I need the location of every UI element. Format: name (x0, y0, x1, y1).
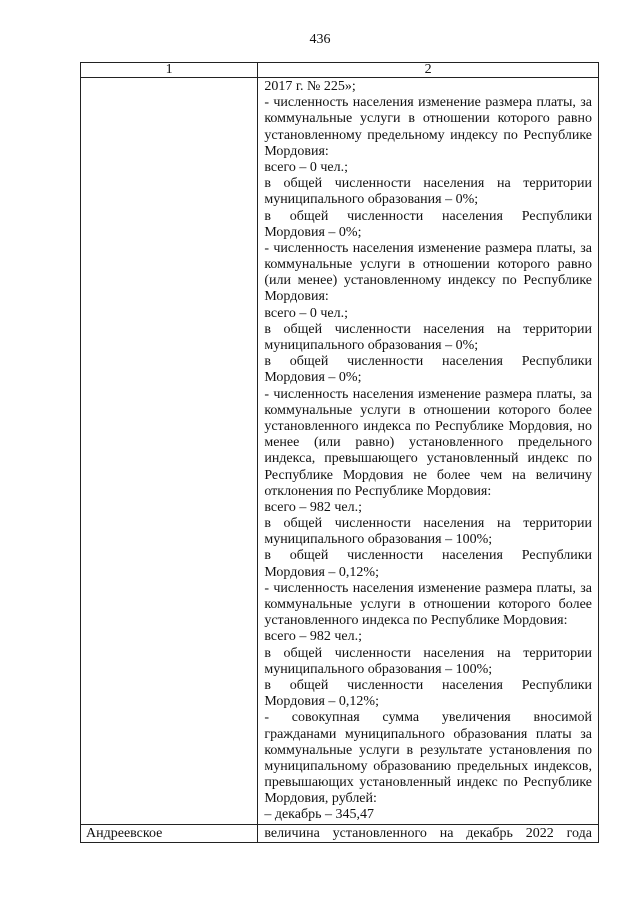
text-line: гражданами муниципального образования платы за (264, 726, 592, 742)
description-cell (258, 824, 599, 842)
text-line: в общей численности населения Республики (264, 677, 592, 693)
text-line: коммунальные услуги в отношении которого равно (264, 111, 592, 127)
text-line: Мордовия – 0%; (264, 224, 362, 240)
text-line: всего – 0 чел.; (264, 305, 348, 321)
text-line: Мордовия – 0,12%; (264, 694, 379, 710)
text-line: - численность населения изменение размера платы, за (264, 386, 592, 402)
text-line: установленного индекса по Республике Мордовия, но (264, 418, 592, 434)
text-line: муниципального образования – 100%; (264, 661, 493, 677)
municipality-cell (81, 78, 258, 825)
description-cell (258, 78, 599, 825)
text-line: муниципального образования – 0%; (264, 192, 479, 208)
text-line: превышающих установленный индекс по Республике (264, 775, 592, 791)
column-header-2: 2 (258, 63, 599, 78)
text-line: в общей численности населения на территории (264, 516, 592, 532)
table-row (81, 824, 599, 842)
text-line: в общей численности населения Республики (264, 208, 592, 224)
column-header-1: 1 (81, 63, 258, 78)
text-line: коммунальные услуги в отношении которого более (264, 597, 592, 612)
text-line: в общей численности населения Республики (264, 354, 592, 370)
text-line: установленного индекса по Республике Мордовия: (264, 613, 568, 629)
text-line: в общей численности населения на территории (264, 645, 592, 661)
text-line: Республике Мордовия не более чем на величину (264, 467, 592, 483)
table-header-row (81, 63, 599, 78)
text-line: - численность населения изменение размера платы, за (264, 240, 592, 256)
text-line: коммунальные услуги в отношении которого равно (264, 257, 592, 273)
text-line: менее (или равно) установленного предельного (264, 435, 592, 451)
text-line: всего – 982 чел.; (264, 629, 362, 645)
text-line: в общей численности населения на территории (264, 321, 592, 337)
text-line: величина установленного на декабрь 2022 года (264, 825, 592, 841)
text-line: отклонения по Республике Мордовия: (264, 483, 492, 499)
text-line: муниципального образования – 100%; (264, 532, 493, 548)
text-line: Мордовия: (264, 143, 329, 159)
text-line: в общей численности населения на территории (264, 176, 592, 192)
page-number: 436 (309, 32, 331, 47)
text-line: Мордовия: (264, 289, 329, 305)
text-line: индекса, превышающего установленный индекс по (264, 451, 592, 467)
text-line: коммунальные услуги в отношении которого более (264, 402, 592, 418)
text-line: - численность населения изменение размера платы, за (264, 580, 592, 596)
text-line: муниципального образования – 0%; (264, 338, 479, 353)
text-line: в общей численности населения Республики (264, 548, 592, 564)
text-line: Мордовия – 0%; (264, 370, 362, 386)
text-line: (или менее) установленному индексу по Республике (264, 273, 592, 289)
text-line: установленному предельному индексу по Республике (264, 127, 592, 143)
table-row (81, 78, 599, 825)
text-line: 2017 г. № 225»; (264, 79, 356, 94)
document-table (80, 62, 599, 843)
text-line: - численность населения изменение размера платы, за (264, 95, 592, 111)
text-line: всего – 0 чел.; (264, 159, 348, 175)
municipality-cell: Андреевское (81, 824, 258, 842)
text-line: муниципальному образованию предельных индексов, (264, 758, 592, 774)
text-line: всего – 982 чел.; (264, 499, 362, 515)
text-line: Мордовия, рублей: (264, 791, 377, 807)
text-line: Мордовия – 0,12%; (264, 564, 379, 580)
text-line: коммунальные услуги в результате установления по (264, 742, 592, 758)
text-line: - совокупная сумма увеличения вносимой (264, 710, 592, 726)
text-line: – декабрь – 345,47 (264, 807, 374, 823)
